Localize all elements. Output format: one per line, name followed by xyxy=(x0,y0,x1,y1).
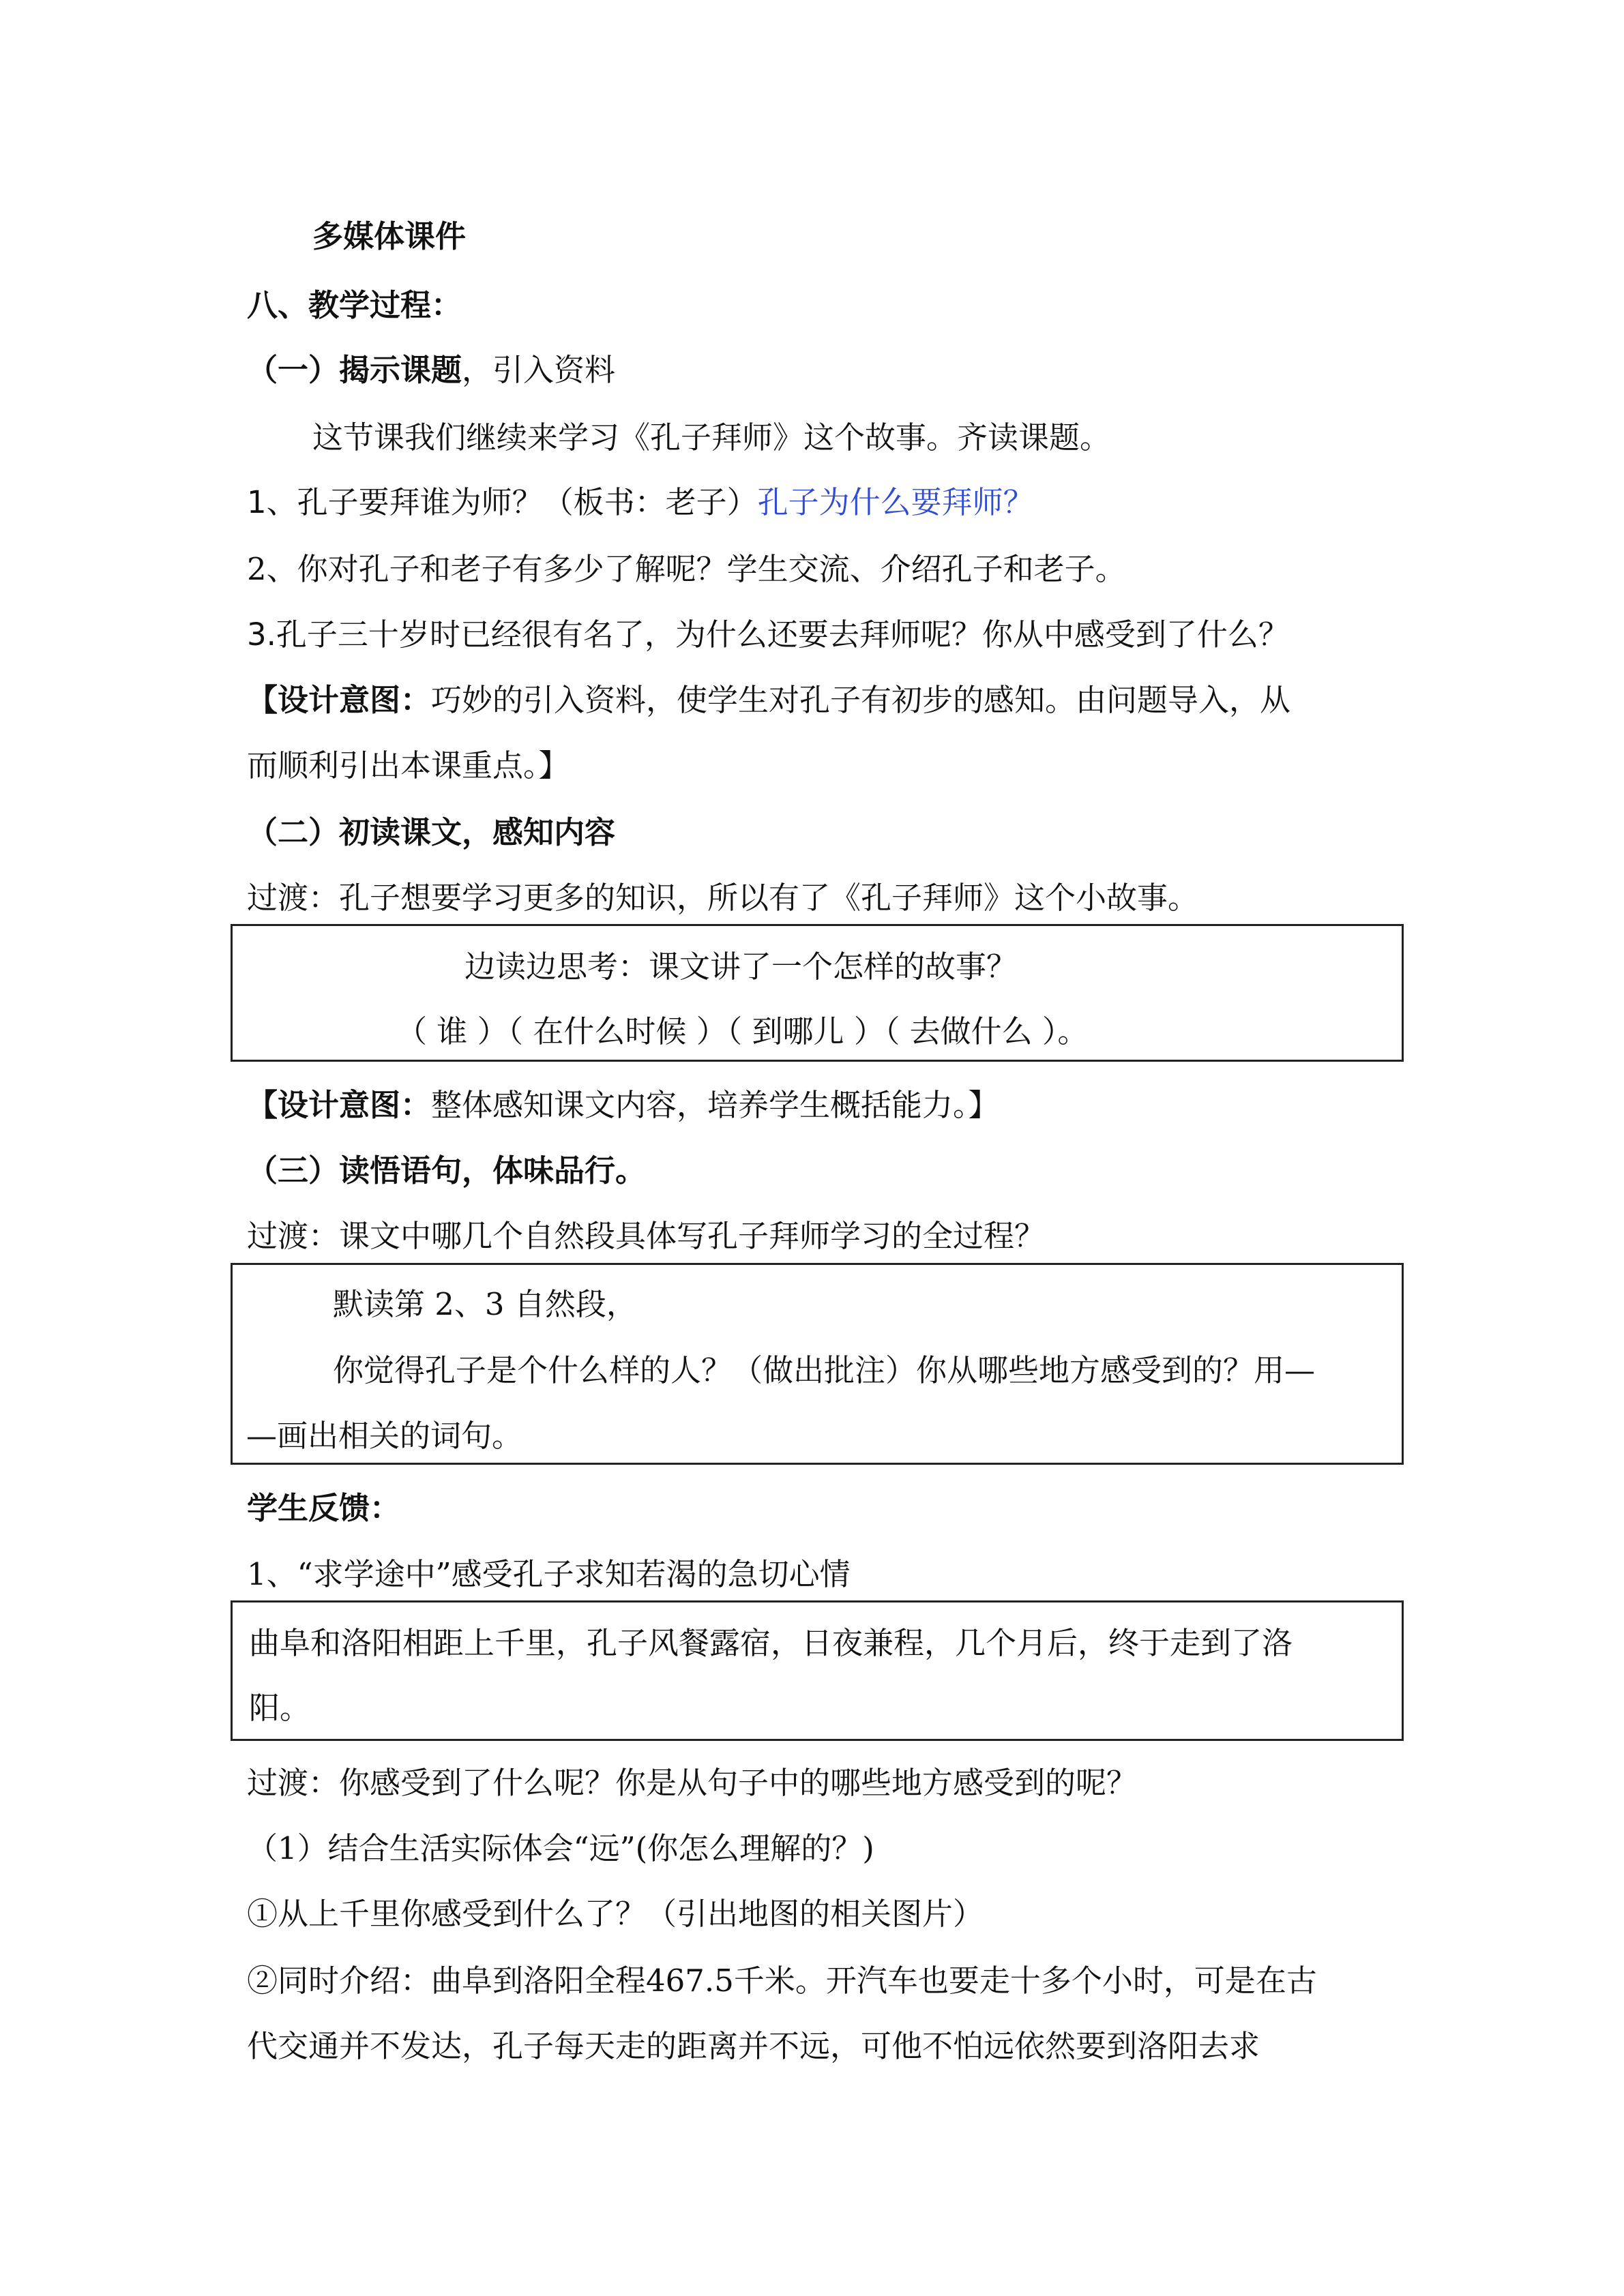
section-heading-teaching-process: 八、教学过程： xyxy=(247,287,462,323)
subheading-1-number: （一） xyxy=(247,352,340,388)
reading-prompt-line1: 边读边思考：课文讲了一个怎样的故事？ xyxy=(464,949,1018,985)
silent-reading-line3: —画出相关的词句。 xyxy=(246,1418,523,1454)
question-1-blue-text: 孔子为什么要拜师？ xyxy=(757,484,1034,520)
subheading-1 xyxy=(247,349,1406,391)
subheading-3: （三）读悟语句，体味品行。 xyxy=(247,1152,647,1189)
subheading-2: （二）初读课文，感知内容 xyxy=(247,814,616,850)
subheading-1-title: 揭示课题 xyxy=(339,352,462,388)
question-1-text: 1、孔子要拜谁为师？ xyxy=(247,484,543,520)
design-intent-2-text: 整体感知课文内容，培养学生概括能力。】 xyxy=(431,1087,999,1123)
design-intent-2-label: 【设计意图： xyxy=(247,1087,432,1123)
question-2: 2、你对孔子和老子有多少了解呢？学生交流、介绍孔子和老子。 xyxy=(247,551,1126,587)
silent-reading-line1: 默读第 2、3 自然段， xyxy=(333,1286,637,1322)
sub-point-1: （1）结合生活实际体会“远”(你怎么理解的？) xyxy=(247,1830,874,1866)
quote-line2: 阳。 xyxy=(249,1690,311,1726)
sub-point-1-item-1: ①从上千里你感受到什么了？（引出地图的相关图片） xyxy=(247,1896,984,1932)
silent-reading-line2: 你觉得孔子是个什么样的人？（做出批注）你从哪些地方感受到的？用— xyxy=(333,1352,1316,1388)
question-1 xyxy=(247,481,1406,524)
sub-point-1-item-2-line2: 代交通并不发达，孔子每天走的距离并不远，可他不怕远依然要到洛阳去求 xyxy=(247,2028,1260,2064)
transition-3: 过渡：你感受到了什么呢？你是从句子中的哪些地方感受到的呢？ xyxy=(247,1765,1138,1801)
silent-reading-box xyxy=(231,1263,1404,1465)
feedback-point-1: 1、“求学途中”感受孔子求知若渴的急切心情 xyxy=(247,1556,851,1592)
design-intent-1-label: 【设计意图： xyxy=(247,682,432,718)
quote-line1: 曲阜和洛阳相距上千里，孔子风餐露宿，日夜兼程，几个月后，终于走到了洛 xyxy=(249,1625,1293,1661)
reading-prompt-line2: （ 谁 ）（ 在什么时候 ）（ 到哪儿 ）（ 去做什么 ）。 xyxy=(396,1013,1089,1049)
quote-box xyxy=(231,1600,1404,1741)
transition-1: 过渡：孔子想要学习更多的知识，所以有了《孔子拜师》这个小故事。 xyxy=(247,880,1199,916)
student-feedback-heading: 学生反馈： xyxy=(247,1490,401,1526)
design-intent-2 xyxy=(247,1084,1406,1127)
design-intent-1-line1 xyxy=(247,679,1406,721)
reading-prompt-box xyxy=(231,924,1404,1062)
question-1-board-note: （板书：老子） xyxy=(542,484,758,520)
subheading-1-rest: ，引入资料 xyxy=(462,352,616,388)
design-intent-1-line2: 而顺利引出本课重点。】 xyxy=(247,747,570,784)
paragraph-intro: 这节课我们继续来学习《孔子拜师》这个故事。齐读课题。 xyxy=(312,419,1111,456)
sub-point-1-item-2-line1: ②同时介绍：曲阜到洛阳全程467.5千米。开汽车也要走十多个小时，可是在古 xyxy=(247,1963,1317,1999)
design-intent-1-text: 巧妙的引入资料，使学生对孔子有初步的感知。由问题导入，从 xyxy=(431,682,1291,718)
materials-line: 多媒体课件 xyxy=(312,218,467,254)
question-3: 3.孔子三十岁时已经很有名了，为什么还要去拜师呢？你从中感受到了什么？ xyxy=(247,616,1289,653)
transition-2: 过渡：课文中哪几个自然段具体写孔子拜师学习的全过程？ xyxy=(247,1218,1046,1254)
